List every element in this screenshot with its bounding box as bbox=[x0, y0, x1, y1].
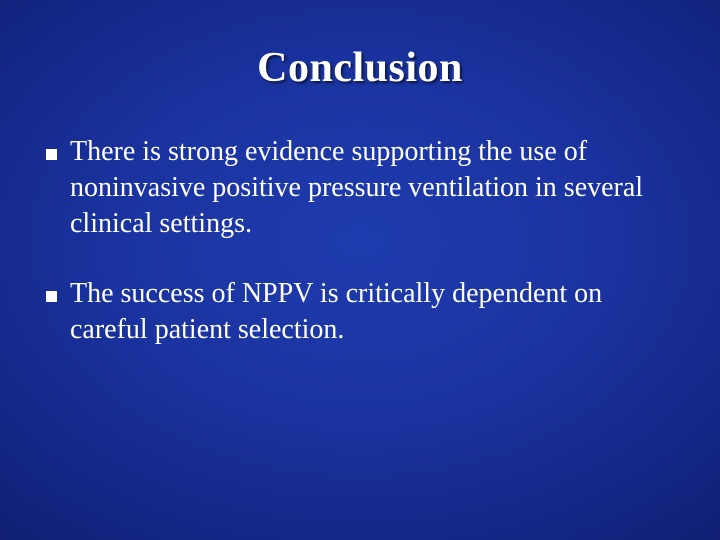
bullet-text: There is strong evidence supporting the use of noninvasive positive pressure ventilation in several clinical settings. bbox=[70, 136, 644, 239]
square-bullet-icon bbox=[46, 291, 57, 302]
bullet-list bbox=[46, 134, 686, 382]
slide-title: Conclusion bbox=[257, 45, 463, 91]
square-bullet-icon bbox=[46, 149, 57, 160]
bullet-text: The success of NPPV is critically dependent on careful patient selection. bbox=[70, 278, 603, 345]
bullet-item bbox=[46, 276, 686, 348]
bullet-item bbox=[46, 134, 686, 242]
